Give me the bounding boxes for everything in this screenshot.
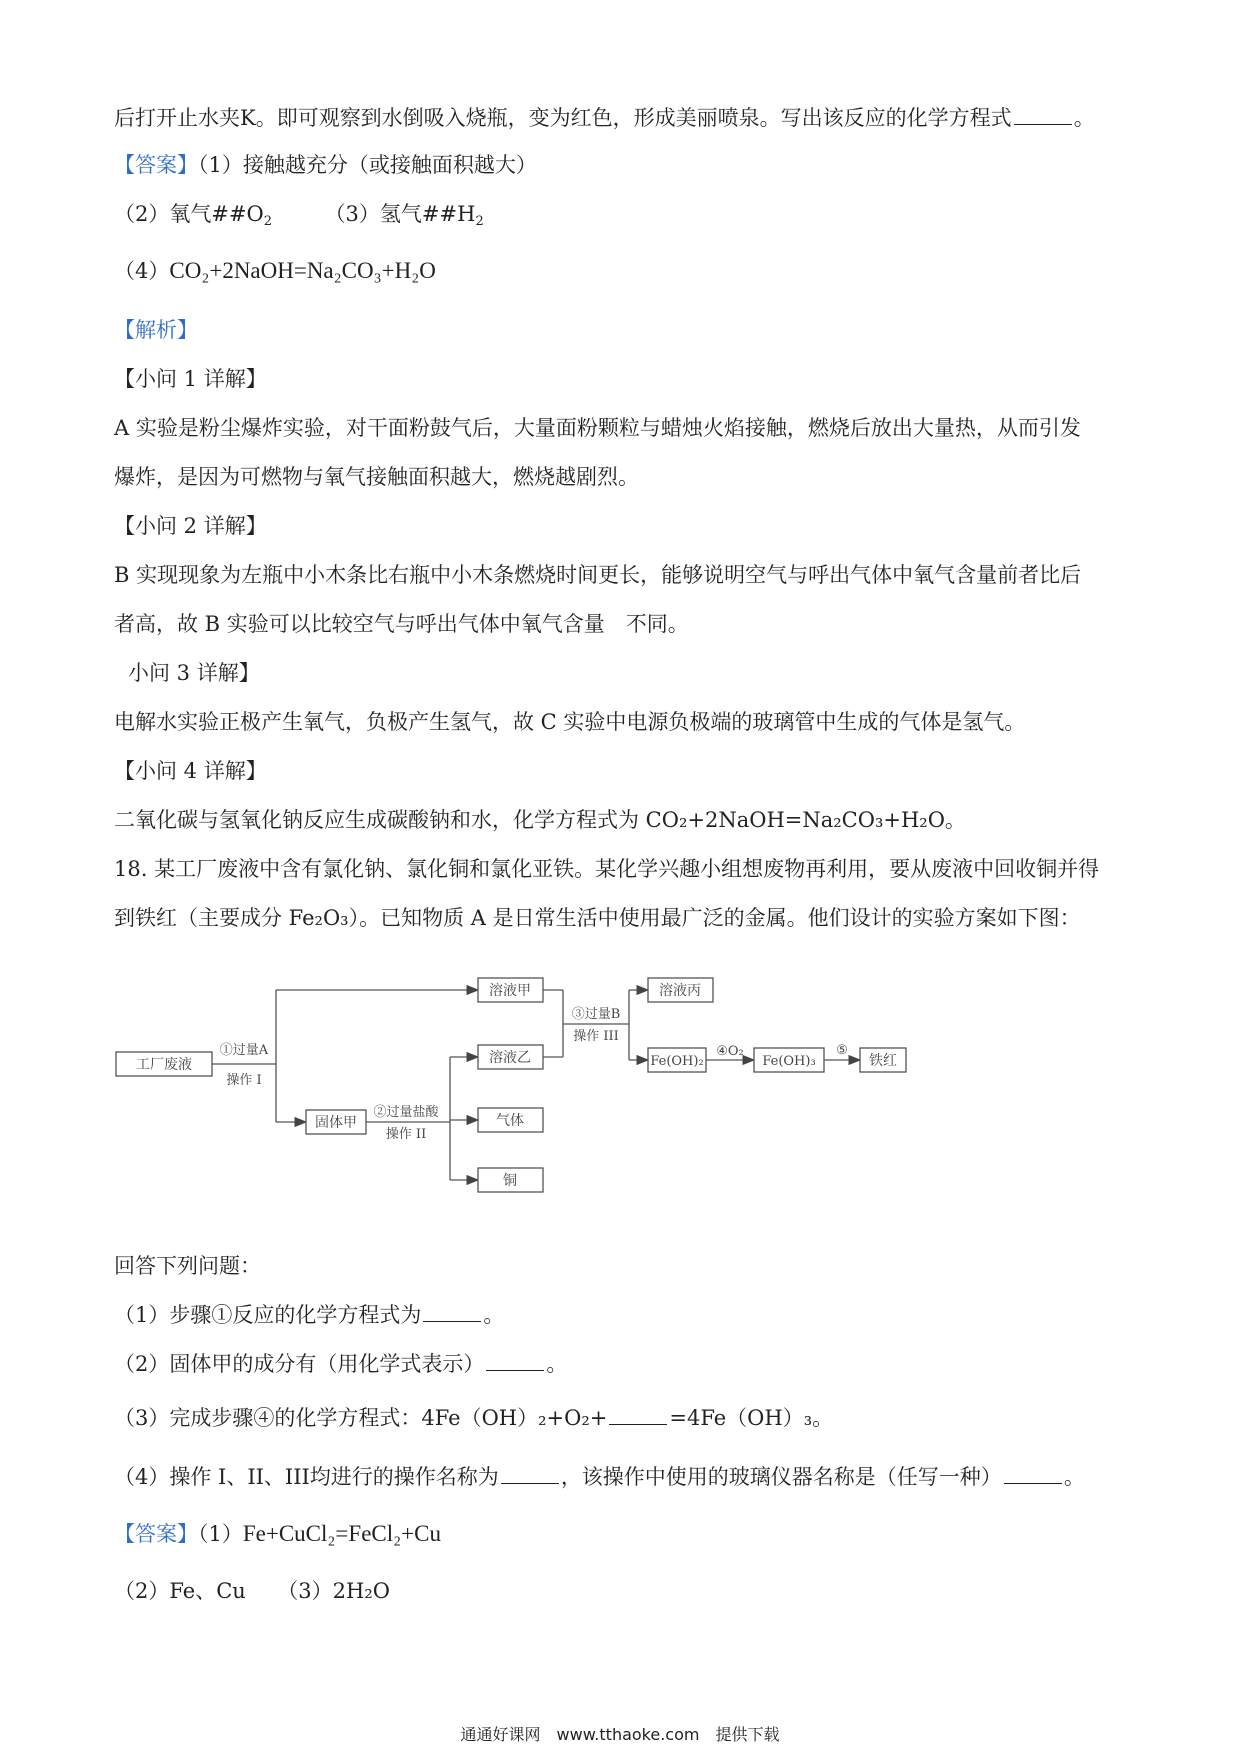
equation: Fe+CuCl₂=FeCl₂+Cu	[242, 1521, 441, 1546]
text-line: 电解水实验正极产生氧气，负极产生氢气，故 C 实验中电源负极端的玻璃管中生成的气体是氢气。	[114, 710, 1026, 734]
answer-tag: 【答案】	[114, 153, 198, 177]
text-line: 爆炸，是因为可燃物与氧气接触面积越大，燃烧越剧烈。	[114, 465, 639, 489]
label-feoh2: Fe(OH)₂	[650, 1054, 704, 1069]
answer-blank	[1014, 106, 1072, 125]
answer-blank	[1004, 1465, 1062, 1484]
answer-line: （2）氧气$\#\#O_2$ （3）氢气$\#\#H_2$	[114, 202, 484, 229]
label-op2: 操作 II	[385, 1127, 427, 1142]
label-iron-red: 铁红	[869, 1053, 897, 1069]
label-feoh3: Fe(OH)₃	[762, 1054, 816, 1069]
subquestion-heading: 【小问 2 详解】	[114, 514, 267, 538]
label-step2: ②过量盐酸	[373, 1105, 439, 1120]
flow-diagram	[110, 972, 970, 1232]
question-text: 到铁红（主要成分 Fe₂O₃）。已知物质 A 是日常生活中使用最广泛的金属。他们设计的实验方案如下图：	[114, 906, 1081, 930]
label-waste: 工厂废液	[136, 1057, 192, 1073]
text-line: 者高，故 B 实验可以比较空气与呼出气体中氧气含量 不同。	[114, 612, 689, 636]
label-solid-a: 固体甲	[315, 1115, 357, 1131]
label-step5: ⑤	[836, 1043, 848, 1058]
answer-blank	[501, 1465, 559, 1484]
subquestion-heading: 【小问 4 详解】	[114, 759, 267, 783]
equation: CO₂+2NaOH=Na₂CO₃+H₂O	[169, 258, 436, 283]
answer-blank	[423, 1303, 481, 1322]
label-step3: ③过量B	[571, 1007, 621, 1022]
subquestion-heading: 【小问 1 详解】	[114, 367, 267, 391]
answer-line: 【答案】（1）接触越充分（或接触面积越大）	[114, 153, 537, 177]
label-step1: ①过量A	[219, 1043, 269, 1058]
page-footer: 通通好课网 www.tthaoke.com 提供下载	[460, 1725, 780, 1744]
label-op1: 操作 I	[226, 1073, 262, 1088]
label-solution-b: 溶液乙	[489, 1050, 531, 1066]
question-line: （4）操作 I、II、III均进行的操作名称为 ，该操作中使用的玻璃仪器名称是（任写一种） 。	[114, 1465, 1085, 1489]
answer-blank	[609, 1406, 667, 1425]
label-op3: 操作 III	[573, 1029, 619, 1044]
label-step4: ④O₂	[716, 1044, 744, 1059]
answer-tag: 【答案】	[114, 1522, 198, 1546]
question-line: （2）固体甲的成分有（用化学式表示） 。	[114, 1352, 568, 1376]
text-line: B 实现现象为左瓶中小木条比右瓶中小木条燃烧时间更长，能够说明空气与呼出气体中氧气含量前者比后	[114, 563, 1082, 587]
answer-line: （4）CO₂+2NaOH=Na₂CO₃+H₂O	[114, 258, 436, 283]
question-line: （1）步骤①反应的化学方程式为 。	[114, 1303, 505, 1327]
question-text: 18. 某工厂废液中含有氯化钠、氯化铜和氯化亚铁。某化学兴趣小组想废物再利用，要从废液中回收铜并得	[114, 857, 1100, 881]
text-line: 二氧化碳与氢氧化钠反应生成碳酸钠和水，化学方程式为 CO₂+2NaOH=Na₂CO₃+H₂O。	[114, 808, 966, 832]
text-line: 后打开止水夹K。即可观察到水倒吸入烧瓶，变为红色，形成美丽喷泉。写出该反应的化学方程式 。	[114, 106, 1095, 130]
subquestion-heading: 小问 3 详解】	[128, 661, 260, 685]
label-solution-a: 溶液甲	[489, 983, 531, 999]
answer-line: （2）Fe、Cu （3）2H₂O	[114, 1579, 390, 1603]
label-copper: 铜	[503, 1173, 517, 1189]
text-line: A 实验是粉尘爆炸实验，对干面粉鼓气后，大量面粉颗粒与蜡烛火焰接触，燃烧后放出大量热，从而引发	[114, 416, 1081, 440]
answer-blank	[486, 1352, 544, 1371]
label-solution-c: 溶液丙	[659, 983, 701, 999]
questions-heading: 回答下列问题：	[114, 1254, 261, 1278]
question-line: （3）完成步骤④的化学方程式：4Fe（OH）₂+O₂+ =4Fe（OH）₃。	[114, 1406, 834, 1430]
label-gas: 气体	[496, 1113, 524, 1129]
analysis-heading: 【解析】	[114, 318, 198, 342]
answer-line: 【答案】（1）Fe+CuCl₂=FeCl₂+Cu	[114, 1521, 441, 1546]
